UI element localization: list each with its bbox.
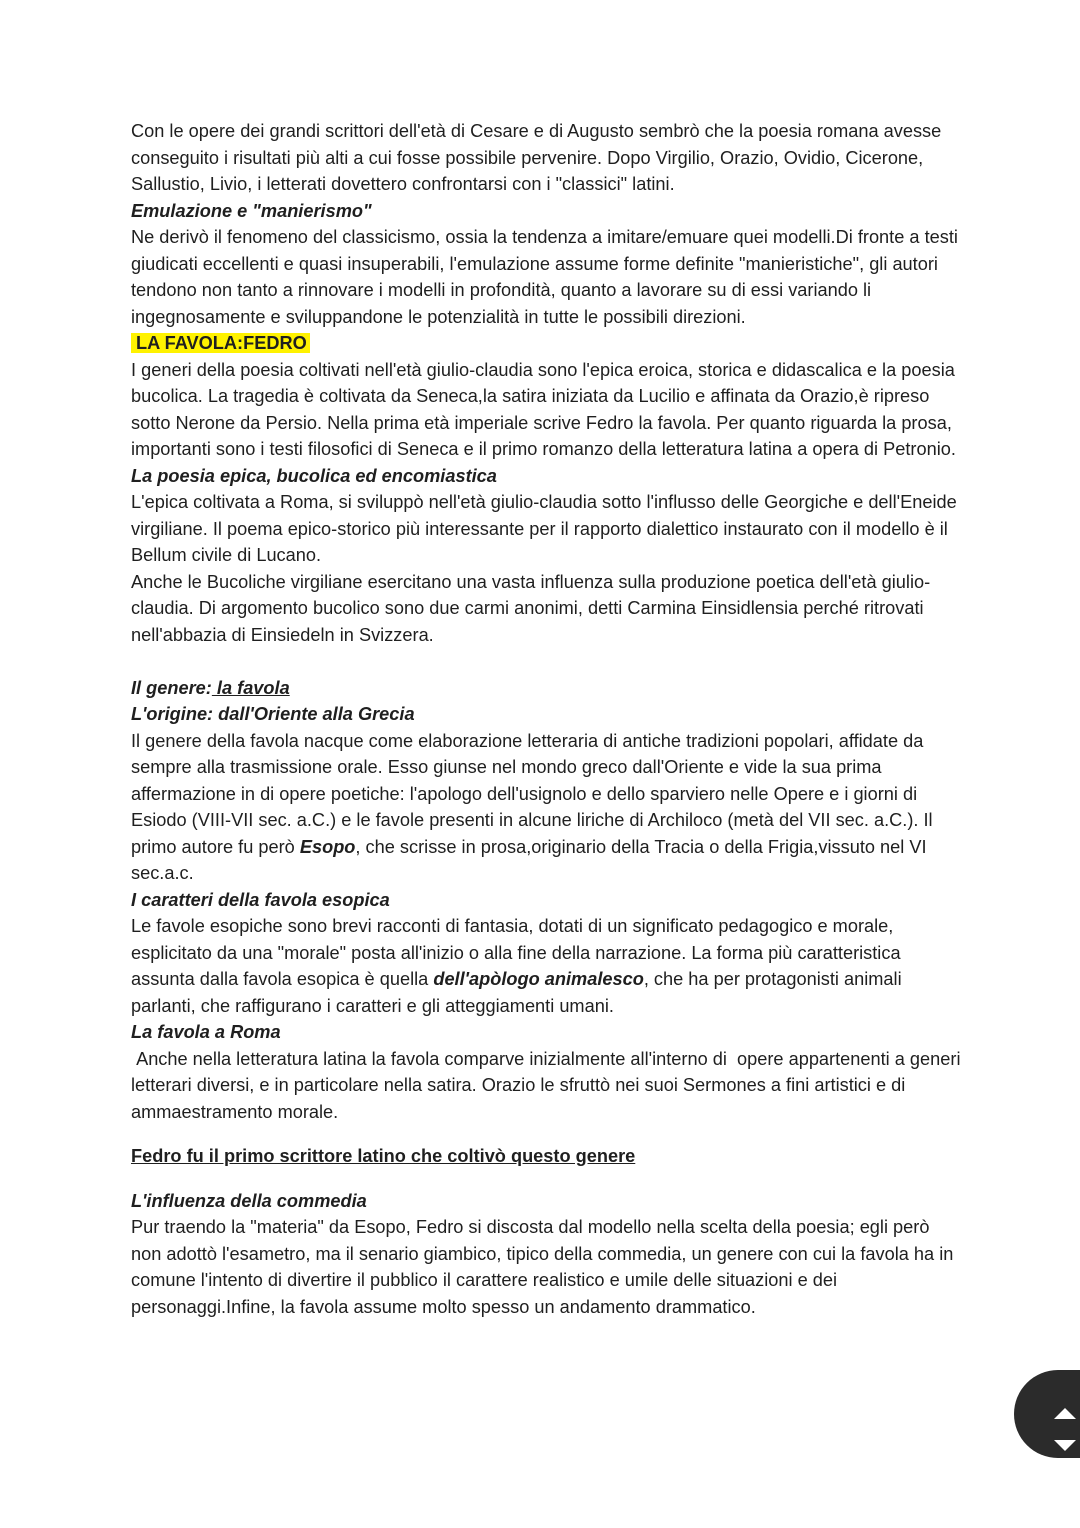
poesia-epica-paragraph-2: Anche le Bucoliche virgiliane esercitano una vasta influenza sulla produzione poetica dell'età giulio-claudia. Di argomento bucolico sono due carmi anonimi, detti Carmina Einsidlensia perché ritrovati nell'abbazia di Einsiedeln in Svizzera. <box>131 571 931 645</box>
highlighted-title: LA FAVOLA:FEDRO <box>131 333 310 353</box>
heading-origine: L'origine: dall'Oriente alla Grecia <box>131 704 415 724</box>
commedia-paragraph: Pur traendo la "materia" da Esopo, Fedro si discosta dal modello nella scelta della poesia; egli però non adottò l'esametro, ma il senario giambico, tipico della commedia, un genere con cui la favola ha in comune l'intento di divertire il pubblico il carattere realistico e umile delle situazioni e dei personaggi.Infine, la favola assume molto spesso un andamento drammatico. <box>131 1217 954 1317</box>
document-page <box>131 118 966 1320</box>
section-title-favola-fedro <box>131 330 961 357</box>
origine-emphasis: Esopo <box>299 836 356 857</box>
heading-genere-underlined: la favola <box>211 677 290 698</box>
heading-genere-prefix: Il genere: <box>131 677 212 698</box>
fedro-primo-line: Fedro fu il primo scrittore latino che coltivò questo genere <box>131 1146 636 1167</box>
arrow-up-icon[interactable] <box>1054 1408 1076 1419</box>
caratteri-text-before: Le favole esopiche sono brevi racconti di fantasia, dotati di un significato pedagogico e morale, esplicitato da una "morale" posta all'inizio o alla fine della narrazione. La forma più caratteristica assunta dalla favola esopica è quella <box>131 916 901 989</box>
heading-emulazione: Emulazione e "manierismo" <box>131 200 372 221</box>
heading-genere <box>131 675 961 702</box>
origine-paragraph <box>131 728 961 887</box>
caratteri-emphasis: dell'apòlogo animalesco <box>433 969 644 989</box>
heading-roma: La favola a Roma <box>131 1022 281 1042</box>
heading-commedia: L'influenza della commedia <box>131 1190 367 1211</box>
arrow-down-icon[interactable] <box>1054 1440 1076 1451</box>
heading-caratteri: I caratteri della favola esopica <box>131 889 390 910</box>
intro-paragraph: Con le opere dei grandi scrittori dell'età di Cesare e di Augusto sembrò che la poesia romana avesse conseguito i risultati più alti a cui fosse possibile pervenire. Dopo Virgilio, Orazio, Ovidio, Cicerone, Sallustio, Livio, i letterati dovettero confrontarsi con i "classici" latini. <box>131 121 942 194</box>
poesia-epica-paragraph-1: L'epica coltivata a Roma, si sviluppò nell'età giulio-claudia sotto l'influsso delle Georgiche e dell'Eneide virgiliane. Il poema epico-storico più interessante per il rapporto dialettico instaurato con il modello è il Bellum civile di Lucano. <box>131 492 957 565</box>
emulazione-paragraph: Ne derivò il fenomeno del classicismo, ossia la tendenza a imitare/emuare quei modelli.Di fronte a testi giudicati eccellenti e quasi insuperabili, l'emulazione assume forme definite "manieristiche", gli autori tendono non tanto a rinnovare i modelli in profondità, quanto a lavorare su di essi variando li ingegnosamente e sviluppandone le potenzialità in tutte le possibili direzioni. <box>131 227 958 327</box>
caratteri-text-after: , che ha per protagonisti animali parlanti, che raffigurano i caratteri e gli atteggiamenti umani. <box>131 969 902 1016</box>
heading-poesia-epica: La poesia epica, bucolica ed encomiastica <box>131 465 497 486</box>
caratteri-paragraph <box>131 913 961 1019</box>
roma-paragraph: Anche nella letteratura latina la favola comparve inizialmente all'interno di opere appartenenti a generi letterari diversi, e in particolare nella satira. Orazio le sfruttò nei suoi Sermones a fini artistici e di ammaestramento morale. <box>131 1048 966 1122</box>
blank-line <box>131 648 961 675</box>
origine-text-after: , che scrisse in prosa,originario della Tracia o della Frigia,vissuto nel VI sec.a.c. <box>131 836 927 883</box>
origine-text-before: Il genere della favola nacque come elaborazione letteraria di antiche tradizioni popolari, affidate da sempre alla trasmissione orale. Esso giunse nel mondo greco dall'Oriente e vide la sua prima affermazione in di opere poetiche: l'apologo dell'usignolo e dello sparviero nelle Opere e i giorni di Esiodo (VIII-VII sec. a.C.) e le favole presenti in alcune liriche di Archiloco (metà del VII sec. a.C.). Il primo autore fu però <box>131 730 933 857</box>
favola-fedro-paragraph: I generi della poesia coltivati nell'età giulio-claudia sono l'epica eroica, storica e didascalica e la poesia bucolica. La tragedia è coltivata da Seneca,la satira iniziata da Lucilio e affinata da Orazio,è ripreso sotto Nerone da Persio. Nella prima età imperiale scrive Fedro la favola. Per quanto riguarda la prosa, importanti sono i testi filosofici di Seneca e il primo romanzo della letteratura latina a opera di Petronio. <box>131 359 956 459</box>
scroll-navigation-widget[interactable] <box>1014 1370 1080 1458</box>
